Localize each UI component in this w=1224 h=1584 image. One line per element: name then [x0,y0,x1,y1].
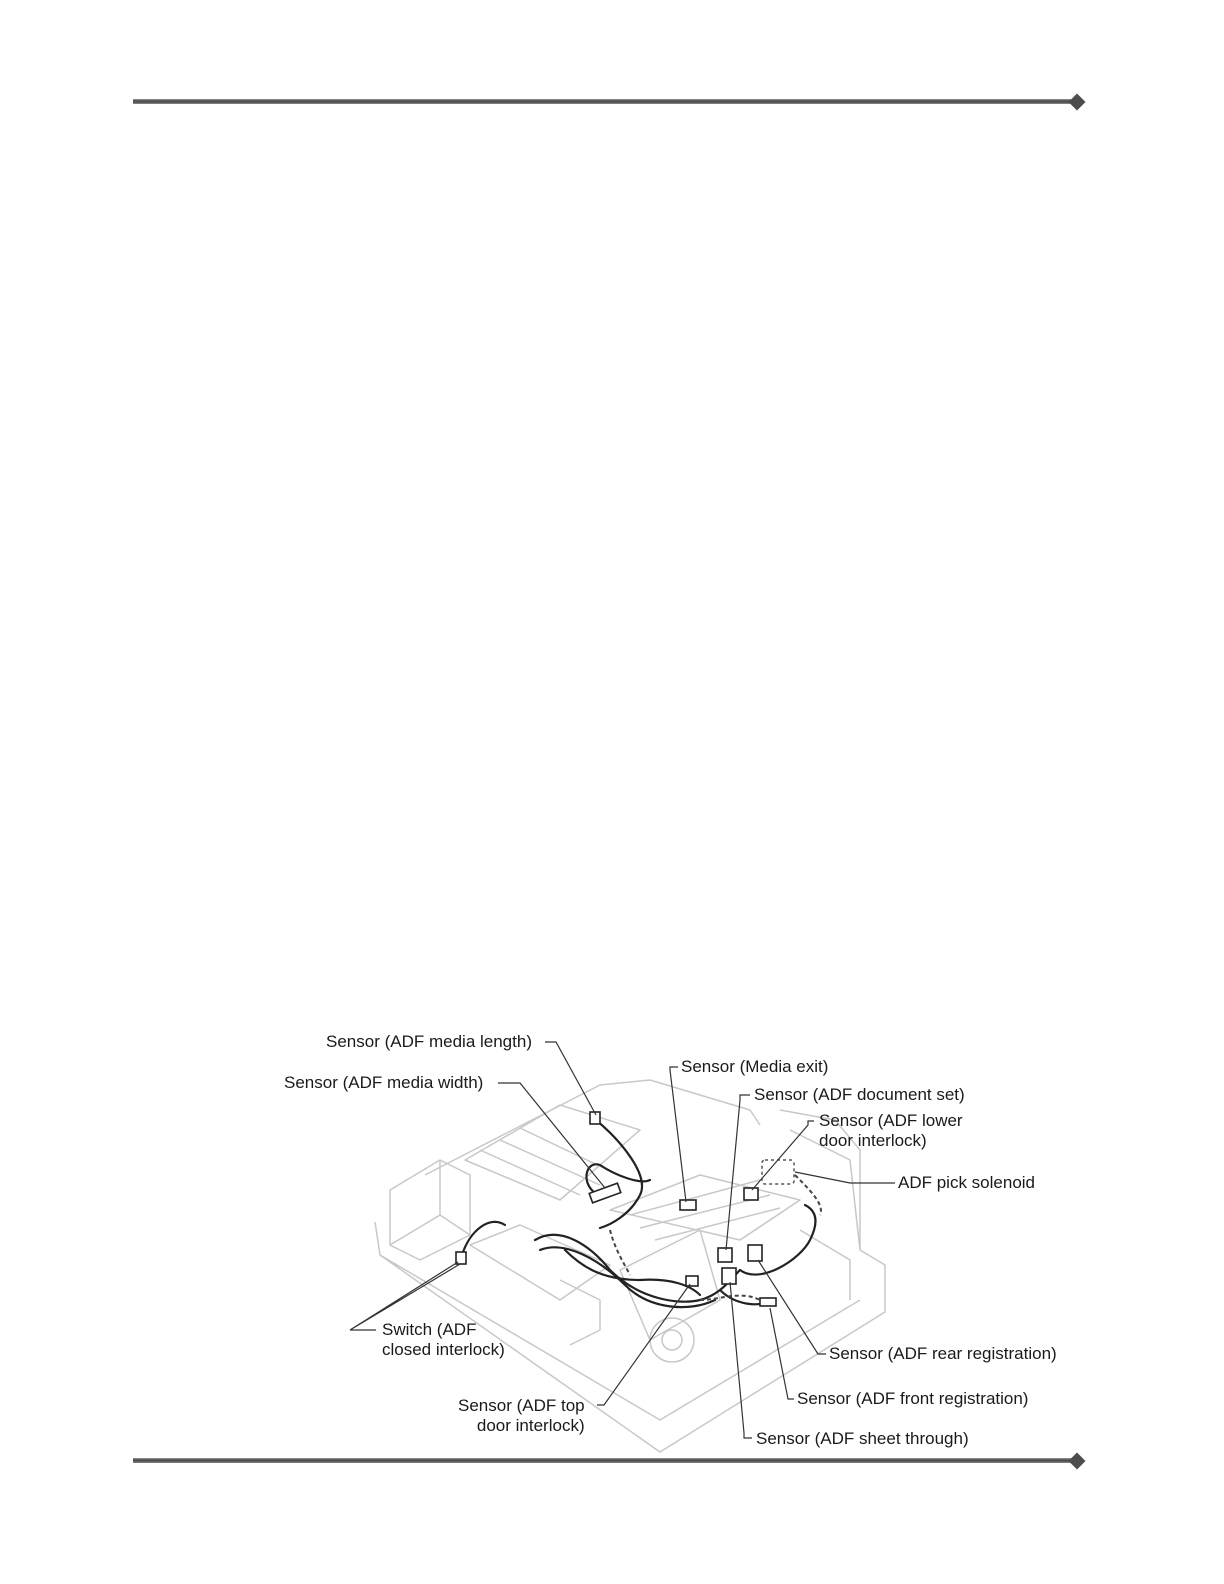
top-cover [425,1080,760,1175]
bracket [560,1280,600,1345]
label-lower-door-interlock [819,1111,963,1151]
label-rear-registration: Sensor (ADF rear registration) [829,1344,1057,1363]
topdoor-sensor-part [686,1276,698,1286]
leader-rear-registration [758,1260,826,1354]
label-front-registration: Sensor (ADF front registration) [797,1389,1029,1408]
motor-gear [650,1318,694,1362]
leader-media-exit [670,1067,686,1202]
harness-switch [462,1222,505,1255]
label-top-door-line1: Sensor (ADF top [458,1396,585,1415]
leader-media-length [545,1042,596,1115]
label-media-exit: Sensor (Media exit) [681,1057,829,1076]
width-sensor-part [589,1183,621,1203]
label-media-width: Sensor (ADF media width) [284,1073,484,1092]
motor-housing [620,1230,720,1340]
frontreg-sensor-part [722,1268,736,1284]
leader-front-registration [770,1308,794,1399]
label-media-length: Sensor (ADF media length) [326,1032,532,1051]
leader-pick-solenoid [795,1172,895,1183]
label-switch-line1: Switch (ADF [382,1320,477,1339]
pcb-board [470,1225,610,1300]
left-block [390,1160,470,1260]
dashed-wire-3 [795,1175,821,1215]
label-top-door-line2: door interlock) [476,1416,585,1435]
dashed-wire-1 [610,1230,630,1275]
leader-document-set [726,1095,750,1250]
label-pick-solenoid: ADF pick solenoid [898,1173,1036,1192]
label-switch-line2: closed interlock) [382,1340,505,1359]
lowerdoor-sensor-part [744,1188,758,1200]
docset-sensor-part [718,1248,732,1262]
label-top-door-interlock [458,1396,585,1436]
wiring-harness [462,1120,815,1307]
label-document-set: Sensor (ADF document set) [754,1085,965,1104]
tray-ridge [480,1128,612,1195]
exit-sensor-part [680,1200,696,1210]
footer-rule [133,1458,1078,1463]
leader-media-width [498,1083,605,1188]
leader-sheet-through [730,1282,752,1438]
sheetthrough-sensor-part [760,1298,776,1306]
label-sheet-through: Sensor (ADF sheet through) [756,1429,969,1448]
rearreg-sensor-part [748,1245,762,1261]
label-closed-interlock-switch [382,1320,505,1360]
label-lower-door-line2: door interlock) [819,1131,927,1150]
leader-lower-door [752,1121,814,1190]
right-frame [790,1130,860,1300]
label-lower-door-line1: Sensor (ADF lower [819,1111,963,1130]
motor-gear-inner [662,1330,682,1350]
